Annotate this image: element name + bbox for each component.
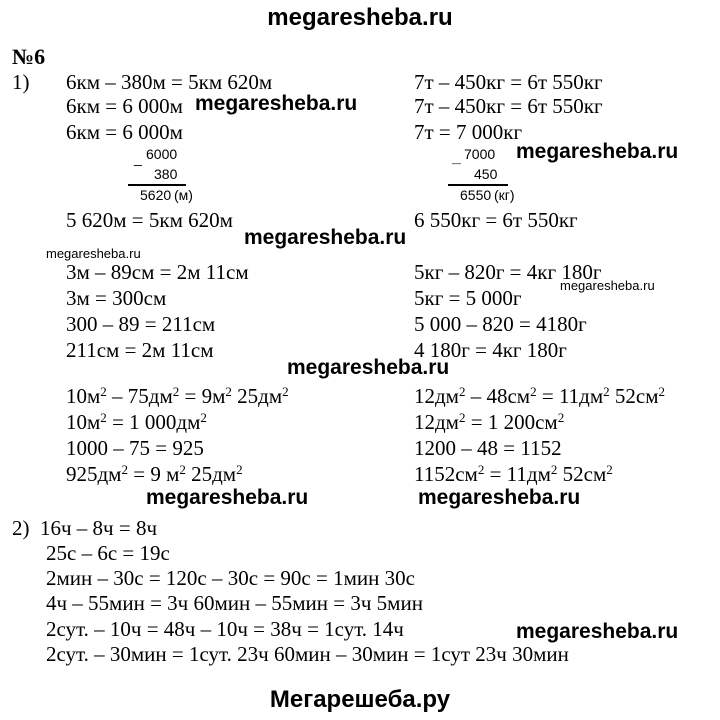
left2-line1: 3м – 89см = 2м 11см bbox=[66, 260, 249, 284]
right2-line1: 5кг – 820г = 4кг 180г bbox=[414, 260, 602, 284]
watermark: megaresheba.ru bbox=[516, 620, 679, 643]
right2-line4: 4 180г = 4кг 180г bbox=[414, 338, 567, 362]
right1-line1: 7т – 450кг = 6т 550кг bbox=[414, 70, 603, 94]
site-footer: Мегарешеба.ру bbox=[269, 686, 451, 713]
watermark: megaresheba.ru bbox=[146, 486, 309, 509]
right2-line3: 5 000 – 820 = 4180г bbox=[414, 312, 587, 336]
left3-line2: $10м^2 = 1$ $000дм^2$ bbox=[66, 410, 207, 434]
part1-label: 1) bbox=[12, 70, 30, 94]
right3-line1: $12дм^2 - 48см^2 = 11дм^2$ $52см^2$ bbox=[414, 384, 666, 408]
part2-label: 2) bbox=[12, 516, 30, 540]
left1-line2: 6км = 6 000м bbox=[66, 94, 183, 118]
left1-line1: 6км – 380м = 5км 620м bbox=[66, 70, 273, 94]
left3-line1: $10м^2 - 75дм^2 = 9м^2$ $25дм^2$ bbox=[66, 384, 289, 408]
right1-line3: 7т = 7 000кг bbox=[414, 120, 523, 144]
part2-line2: 25с – 6с = 19с bbox=[46, 541, 170, 565]
left1-col-top: 6000 bbox=[146, 146, 178, 162]
part2-line6: 2сут. – 30мин = 1сут. 23ч 60мин – 30мин = 1сут 23ч 30мин bbox=[46, 642, 569, 666]
right3-line4: $1152см^2 = 11дм^2$ $52см^2$ bbox=[414, 462, 613, 486]
right1-col-unit: (кг) bbox=[494, 187, 515, 203]
watermark: megaresheba.ru bbox=[516, 140, 679, 163]
left1-line4: 5 620м = 5км 620м bbox=[66, 208, 233, 232]
part2-line4: 4ч – 55мин = 3ч 60мин – 55мин = 3ч 5мин bbox=[46, 591, 423, 615]
left1-col-sub: 380 bbox=[154, 166, 178, 182]
watermark: megaresheba.ru bbox=[244, 226, 407, 249]
left2-line3: 300 – 89 = 211см bbox=[66, 312, 216, 336]
left2-line4: 211см = 2м 11см bbox=[66, 338, 214, 362]
right1-col-sub: 450 bbox=[474, 166, 498, 182]
left3-line3: 1000 – 75 = 925 bbox=[66, 436, 204, 460]
left3-line4: $925дм^2 = 9$ $м^2$ $25дм^2$ bbox=[66, 462, 243, 486]
part2-line5: 2сут. – 10ч = 48ч – 10ч = 38ч = 1сут. 14ч bbox=[46, 617, 404, 641]
left1-col-result: 5620 bbox=[140, 187, 172, 203]
right3-line2: $12дм^2 = 1$ $200см^2$ bbox=[414, 410, 565, 434]
watermark: megaresheba.ru bbox=[418, 486, 581, 509]
watermark: megaresheba.ru bbox=[287, 356, 450, 379]
left1-line3: 6км = 6 000м bbox=[66, 120, 183, 144]
left1-col-bar bbox=[128, 184, 186, 186]
part2-line1: 16ч – 8ч = 8ч bbox=[40, 516, 158, 540]
watermark: megaresheba.ru bbox=[560, 278, 655, 293]
site-header: megaresheba.ru bbox=[267, 4, 453, 31]
right1-line2: 7т – 450кг = 6т 550кг bbox=[414, 94, 603, 118]
right1-col-result: 6550 bbox=[460, 187, 492, 203]
right1-col-top: 7000 bbox=[464, 146, 496, 162]
left1-col-unit: (м) bbox=[174, 187, 193, 203]
watermark: megaresheba.ru bbox=[195, 92, 358, 115]
task-number: №6 bbox=[12, 44, 46, 69]
right3-line3: 1200 – 48 = 1152 bbox=[414, 436, 562, 460]
left1-col-minus: _ bbox=[134, 150, 142, 166]
right1-col-minus: _ bbox=[452, 149, 461, 166]
right1-line4: 6 550кг = 6т 550кг bbox=[414, 208, 578, 232]
watermark: megaresheba.ru bbox=[46, 246, 141, 261]
right2-line2: 5кг = 5 000г bbox=[414, 286, 522, 310]
left2-line2: 3м = 300см bbox=[66, 286, 167, 310]
part2-line3: 2мин – 30с = 120с – 30с = 90с = 1мин 30с bbox=[46, 566, 415, 590]
right1-col-bar bbox=[448, 184, 508, 186]
